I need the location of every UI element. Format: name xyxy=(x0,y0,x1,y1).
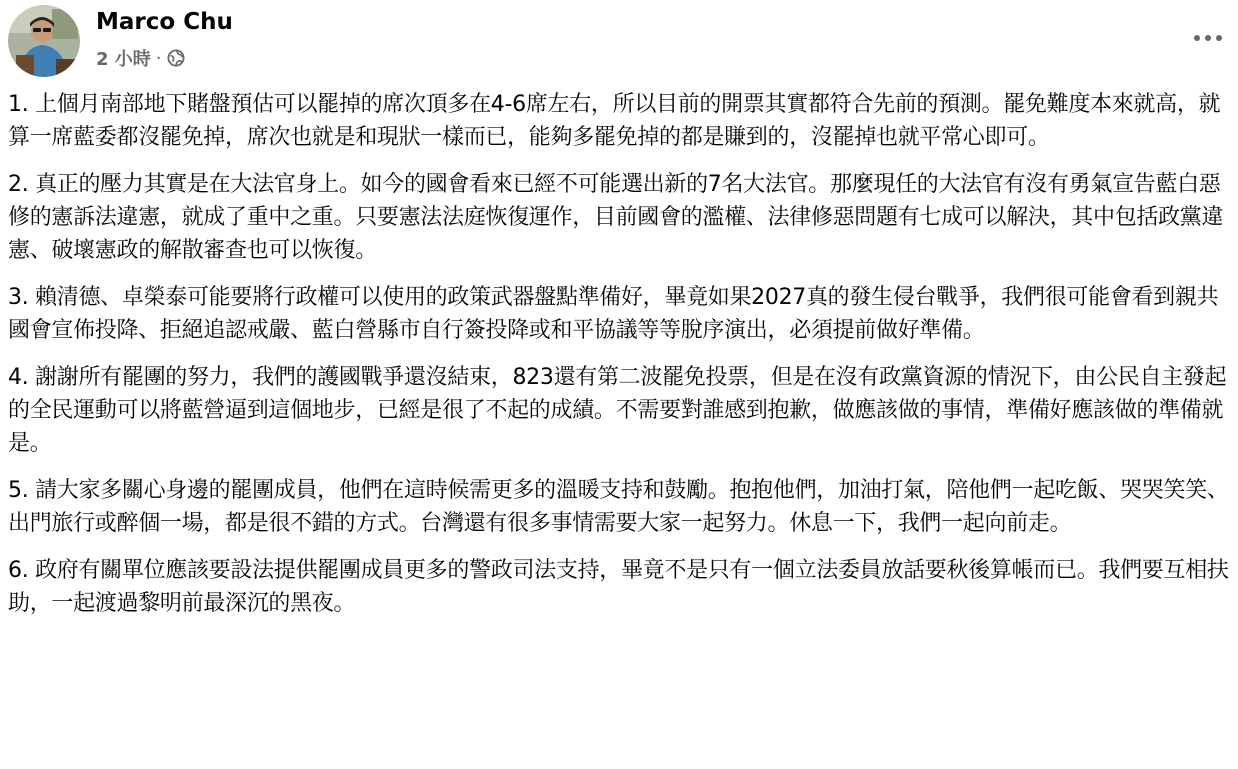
author-name[interactable]: Marco Chu xyxy=(96,9,233,35)
globe-icon[interactable] xyxy=(167,49,185,67)
more-options-button[interactable] xyxy=(1186,18,1230,58)
post-paragraph-2: 2. 真正的壓力其實是在大法官身上。如今的國會看來已經不可能選出新的7名大法官。那麼現任的大法官有沒有勇氣宣告藍白惡修的憲訴法違憲，就成了重中之重。只要憲法法庭恢復運作，目前國會的濫權、法律修惡問題有七成可以解決，其中包括政黨違憲、破壞憲政的解散審查也可以恢復。 xyxy=(8,172,1224,263)
post-header xyxy=(0,0,1238,82)
post-timestamp[interactable]: 2 小時 xyxy=(96,49,151,70)
meta-separator: · xyxy=(155,47,162,69)
post-paragraph-3: 3. 賴清德、卓榮泰可能要將行政權可以使用的政策武器盤點準備好，畢竟如果2027真的發生侵台戰爭，我們很可能會看到親共國會宣佈投降、拒絕追認戒嚴、藍白營縣市自行簽投降或和平協議等等脫序演出，必須提前做好準備。 xyxy=(8,285,1219,343)
post-paragraph-4: 4. 謝謝所有罷團的努力，我們的護國戰爭還沒結束，823還有第二波罷免投票，但是在沒有政黨資源的情況下，由公民自主發起的全民運動可以將藍營逼到這個地步，已經是很了不起的成績。不需要對誰感到抱歉，做應該做的事情，準備好應該做的準備就是。 xyxy=(8,365,1227,456)
post-paragraph-6: 6. 政府有關單位應該要設法提供罷團成員更多的警政司法支持，畢竟不是只有一個立法委員放話要秋後算帳而已。我們要互相扶助，一起渡過黎明前最深沉的黑夜。 xyxy=(8,558,1229,616)
post-meta xyxy=(96,44,185,72)
more-horizontal-icon xyxy=(1193,34,1223,42)
avatar[interactable] xyxy=(8,5,80,77)
post-body xyxy=(8,88,1232,634)
post-paragraph-1: 1. 上個月南部地下賭盤預估可以罷掉的席次頂多在4-6席左右，所以目前的開票其實都符合先前的預測。罷免難度本來就高，就算一席藍委都沒罷免掉，席次也就是和現狀一樣而已，能夠多罷免掉的都是賺到的，沒罷掉也就平常心即可。 xyxy=(8,92,1221,150)
post-paragraph-5: 5. 請大家多關心身邊的罷團成員，他們在這時候需更多的溫暖支持和鼓勵。抱抱他們，加油打氣，陪他們一起吃飯、哭哭笑笑、出門旅行或醉個一場，都是很不錯的方式。台灣還有很多事情需要大家一起努力。休息一下，我們一起向前走。 xyxy=(8,478,1229,536)
